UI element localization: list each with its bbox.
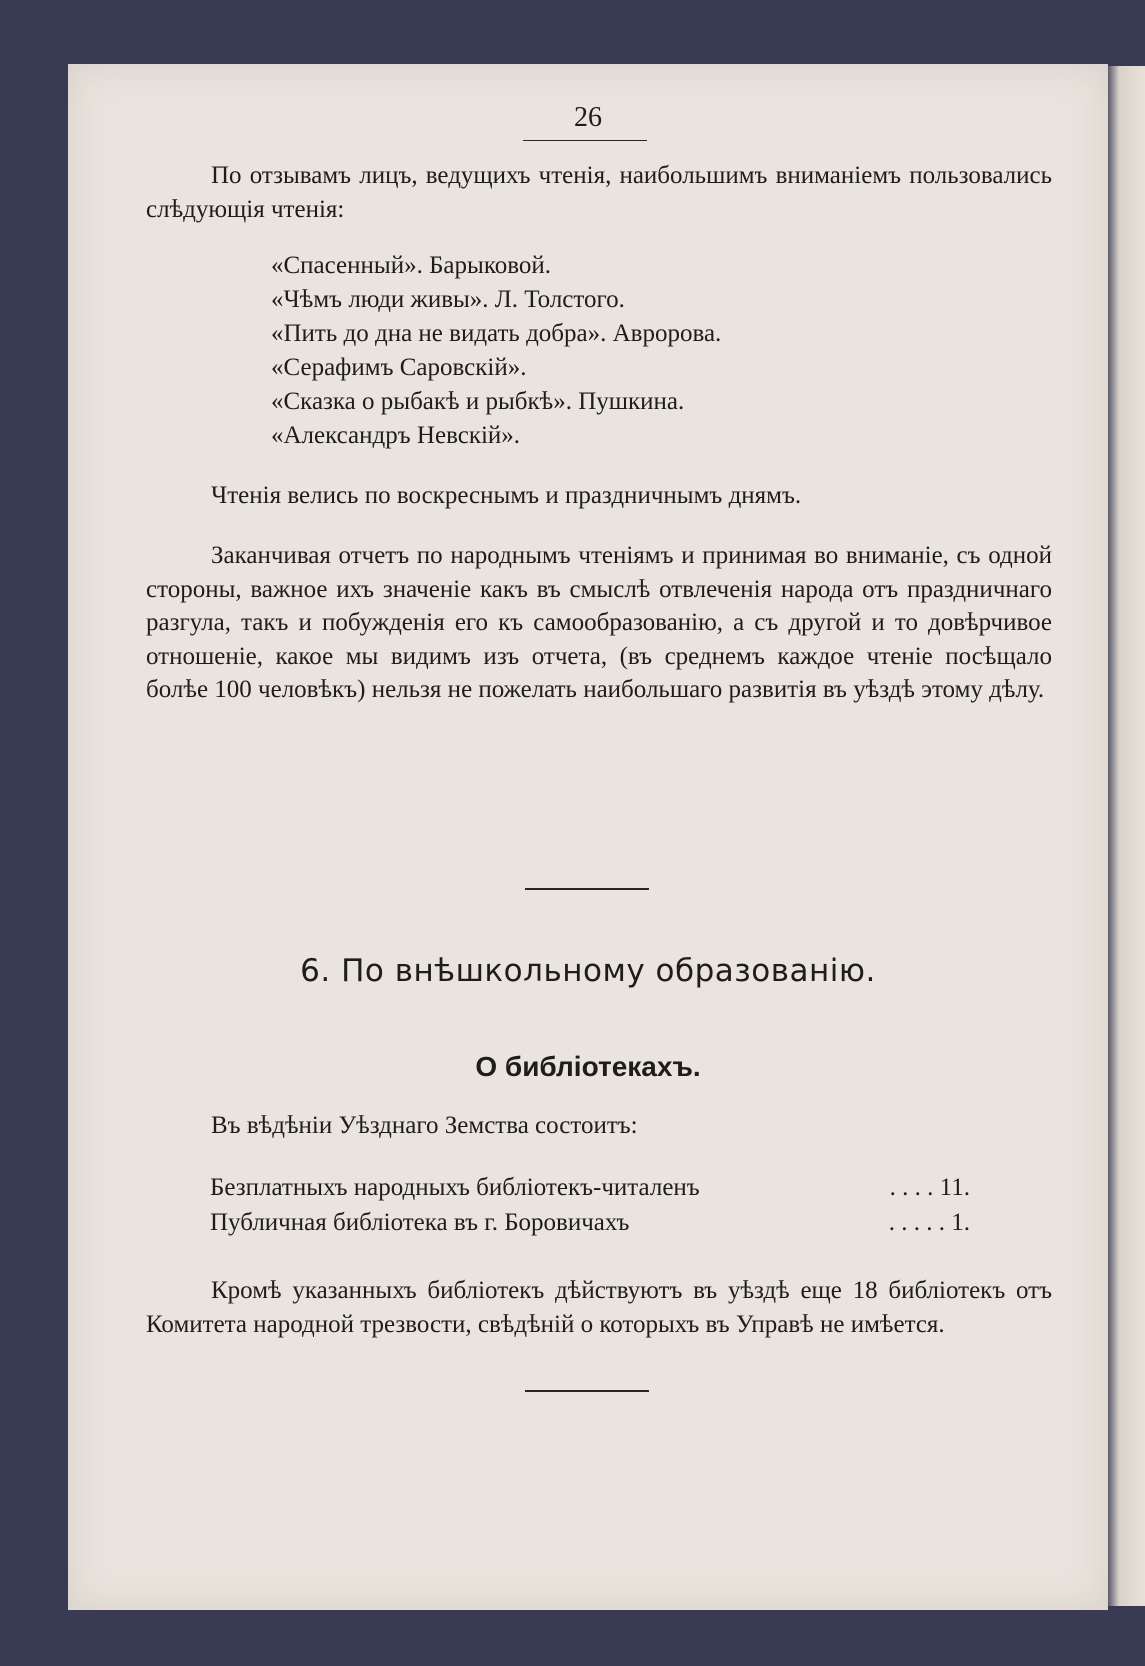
page-number: 26 xyxy=(574,102,602,133)
other-libraries-paragraph: Кромѣ указанныхъ библіотекъ дѣйствуютъ въ уѣздѣ еще 18 библіотекъ отъ Комитета народной трезвости, свѣдѣній о которыхъ въ Управѣ не имѣется. xyxy=(146,1277,1052,1338)
leader-dots: . . . . . xyxy=(888,1209,945,1236)
section-heading: 6. По внѣшкольному образованію. xyxy=(300,953,876,989)
libraries-heading: О библіотекахъ. xyxy=(475,1051,701,1082)
adjacent-page-edge xyxy=(1108,66,1145,1606)
library-count: 1. xyxy=(951,1209,970,1236)
reading-item: «Александръ Невскій». xyxy=(271,422,521,449)
reading-item: «Пить до дна не видать добра». Авророва. xyxy=(271,320,722,347)
library-row xyxy=(210,1209,970,1237)
reading-item: «Серафимъ Саровскій». xyxy=(271,354,527,381)
closing-divider xyxy=(525,1390,649,1392)
conclusion-paragraph: Заканчивая отчетъ по народнымъ чтеніямъ и принимая во вниманіе, съ одной стороны, важное ихъ значеніе какъ въ смыслѣ отвлеченія народа отъ праздничнаго разгула, такъ и побужденія его къ самообразованію, а съ другой и то довѣрчивое отношеніе, какое мы видимъ изъ отчета, (въ среднемъ каждое чтеніе посѣщало болѣе 100 человѣкъ) нельзя не пожелать наибольшаго развитія въ уѣздѣ этому дѣлу. xyxy=(146,542,1052,704)
library-row xyxy=(210,1174,970,1202)
section-divider xyxy=(525,888,649,890)
document-page xyxy=(68,64,1108,1610)
library-label: Публичная библіотека въ г. Боровичахъ xyxy=(210,1209,630,1236)
library-label: Безплатныхъ народныхъ библіотекъ-читаленъ xyxy=(210,1174,700,1201)
reading-item: «Спасенный». Барыковой. xyxy=(271,252,551,279)
reading-item: «Чѣмъ люди живы». Л. Толстого. xyxy=(271,286,625,313)
reading-item: «Сказка о рыбакѣ и рыбкѣ». Пушкина. xyxy=(271,388,685,415)
page-number-rule xyxy=(523,140,647,141)
reading-days-paragraph: Чтенія велись по воскреснымъ и праздничнымъ днямъ. xyxy=(211,482,802,509)
intro-paragraph: По отзывамъ лицъ, ведущихъ чтенія, наибольшимъ вниманіемъ пользовались слѣдующія чтенія: xyxy=(146,162,1052,223)
zemstvo-paragraph: Въ вѣдѣніи Уѣзднаго Земства состоитъ: xyxy=(211,1112,638,1139)
leader-dots: . . . . xyxy=(889,1174,934,1201)
library-count: 11. xyxy=(939,1174,970,1201)
